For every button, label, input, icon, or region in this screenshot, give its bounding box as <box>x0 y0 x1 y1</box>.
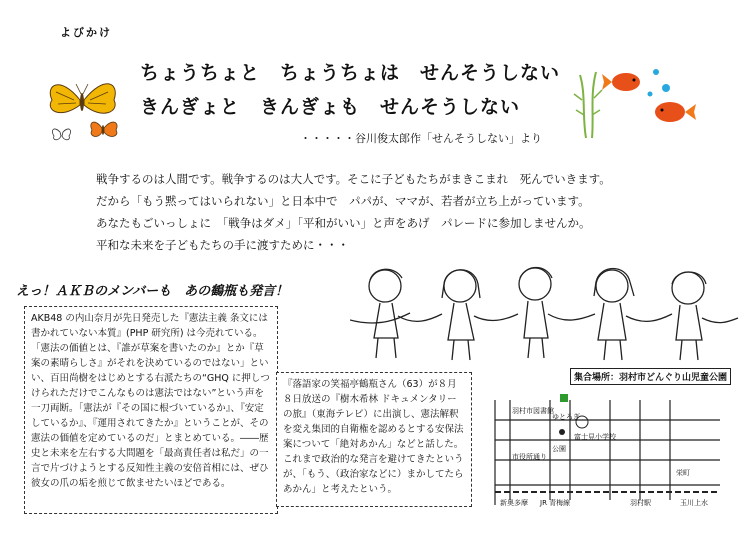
section-heading: えっ！ＡＫＢのメンバーも あの鶴瓶も発言！ <box>16 284 289 299</box>
akb-article-text: AKB48 の内山奈月が先日発売した『憲法主義 条文には書かれていない本質』(PHP 研究所) は今売れている。「憲法の価値とは、『誰が草案を書いたのか』とか『草案の素晴らしさ』がそれを決めているのではない」といい、百田尚樹をはじめとする右派たちの“GHQ に押しつけられただけでこんなものは憲法ではない”という声を一刀両断。「憲法が『その国に根づいているか』、『安定しているか』、『運用されてきたか』ということが、その憲法の価値を定めているのだ」とまとめている。――歴史と未来を左右する大問題を「最高責任者は私だ」の一言で片づけようとする反知性主義の安倍首相には、ぜひ彼女の爪の垢を煎じて飲ませたいほどである。 <box>31 313 270 489</box>
map-label-school: 富士見小学校 <box>574 433 616 441</box>
map-label-river: 玉川上水 <box>680 499 708 507</box>
child-5-icon <box>672 272 706 360</box>
goldfish-2-icon <box>655 102 696 122</box>
goldfish-1-icon <box>602 73 640 91</box>
map-title: 集合場所：羽村市どんぐり山児童公園 <box>570 368 731 385</box>
tsurube-article-box <box>276 372 472 507</box>
bubble-icon <box>653 69 659 75</box>
butterfly-large-icon <box>50 84 115 113</box>
butterfly-small-orange-icon <box>91 122 117 136</box>
child-4-icon <box>594 269 634 361</box>
map-label-road: 栄町 <box>676 469 690 477</box>
headline-line-2: きんぎょと きんぎょも せんそうしない <box>140 96 521 118</box>
attribution: ・・・・・谷川俊太郎作「せんそうしない」より <box>300 132 542 145</box>
headline-line-1: ちょうちょと ちょうちょは せんそうしない <box>140 62 561 84</box>
map-label-park: ゆとろぎ <box>552 413 580 421</box>
intro-paragraph <box>96 168 611 256</box>
goldfish-illustration <box>572 60 702 140</box>
intro-line: 平和な未来を子どもたちの手に渡すために・・・ <box>96 238 349 252</box>
akb-article-box <box>24 306 278 514</box>
tsurube-article-text: 『落語家の笑福亭鶴瓶さん（63）が８月８日放送の『樹木希林 ドキュメンタリーの旅』（東海テレビ）に出演し、憲法解釈を変え集団的自衛権を認めるとする安保法案について「絶対あかん」などと話した。これまで政治的な発言を避けてきたというが、「もう、（政治家などに）まかしてたらあかん」と考えたという。 <box>283 379 464 495</box>
map-label-station-line: JR 青梅線 <box>540 499 571 507</box>
map-label-city-hall: 市役所通り <box>512 453 547 461</box>
children-holding-hands-illustration <box>350 258 740 368</box>
intro-line: だから「もう黙ってはいられない」と日本中で パパが、ママが、若者が立ち上がっています。 <box>96 194 590 208</box>
grass-icon <box>574 72 602 138</box>
butterfly-tiny-icon <box>52 129 70 140</box>
meeting-place-map <box>490 360 728 510</box>
intro-line: 戦争するのは人間です。戦争するのは大人です。そこに子どもたちがまきこまれ 死んでいきます。 <box>96 172 611 186</box>
green-square-marker-icon <box>560 394 568 402</box>
bubble-icon <box>648 92 653 97</box>
butterflies-illustration <box>40 70 140 160</box>
intro-line: あなたもごいっしょに 「戦争はダメ」「平和がいい」と声をあげ パレードに参加しませんか。 <box>96 216 591 230</box>
map-label-station: 羽村駅 <box>630 499 651 507</box>
child-2-icon <box>442 270 480 360</box>
map-label-koen: 公園 <box>552 445 566 453</box>
map-label-bridge: 新奥多摩 <box>500 499 528 507</box>
child-1-icon <box>369 269 402 358</box>
location-dot-icon <box>559 429 565 435</box>
child-3-icon <box>519 268 552 359</box>
kicker: よびかけ <box>60 26 112 39</box>
bubble-icon <box>662 84 670 92</box>
map-label-library: 羽村市図書館 <box>512 407 554 415</box>
